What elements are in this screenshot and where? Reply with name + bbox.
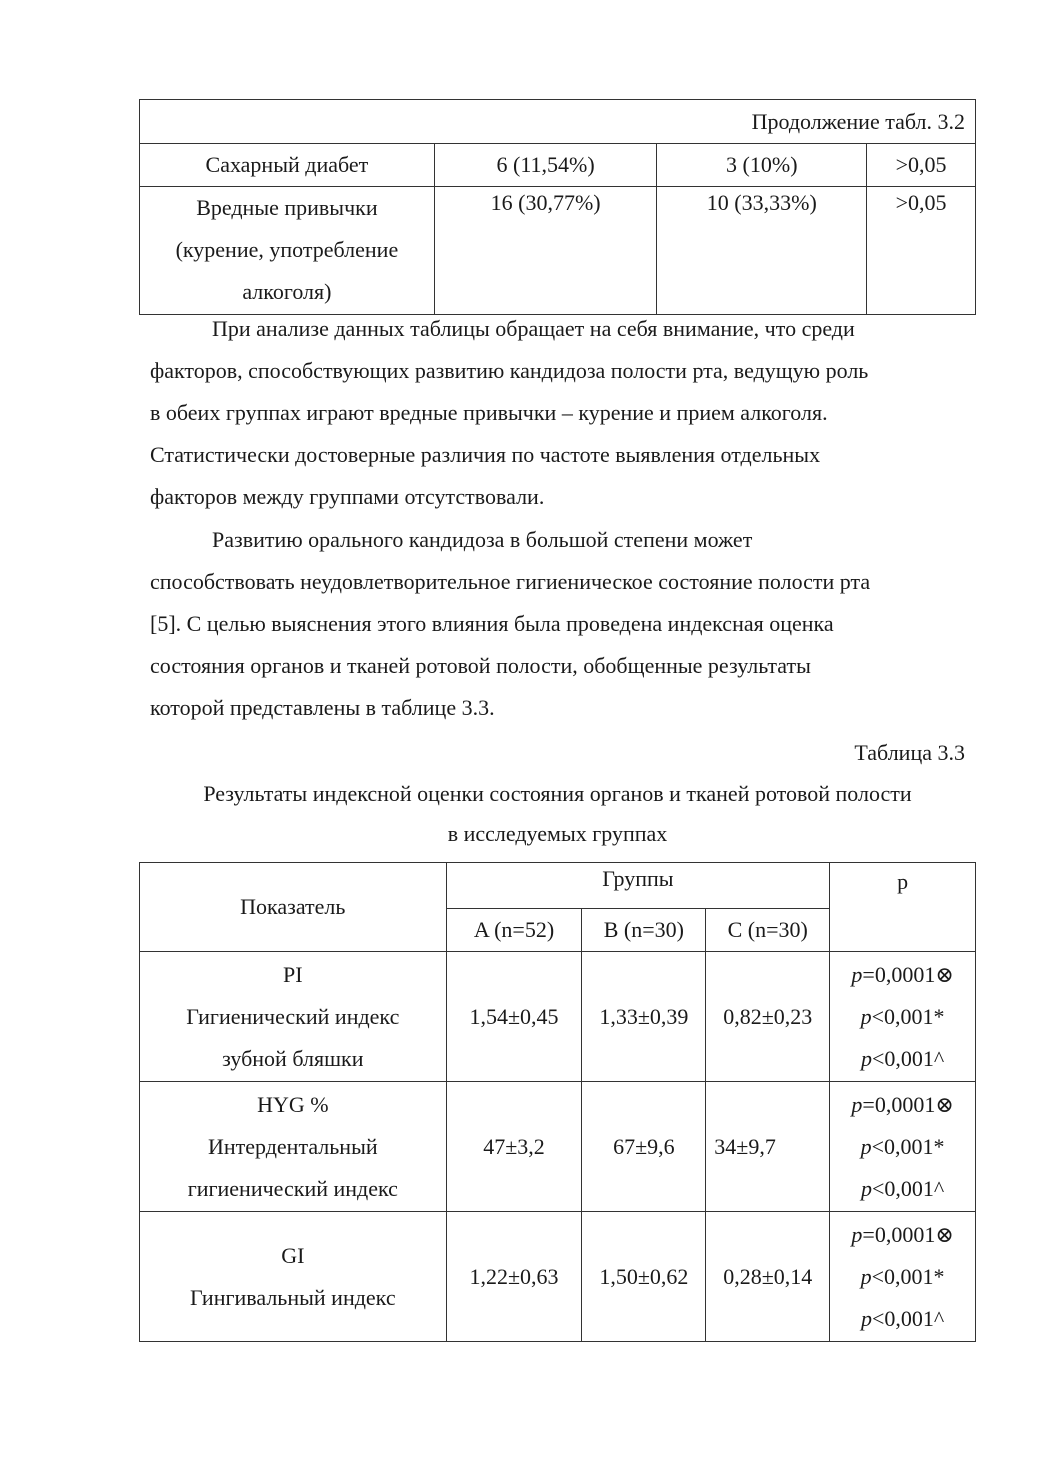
header-indicator: Показатель [140, 863, 447, 952]
cell-value: 0,82±0,23 [706, 952, 830, 1082]
p-value-line: p<0,001^ [860, 1305, 945, 1331]
row-label-line: Вредные привычки [196, 195, 378, 220]
row-label-line: алкоголя) [242, 279, 332, 304]
table-number-label: Таблица 3.3 [854, 740, 965, 765]
p-value-line: p<0,001^ [860, 1175, 945, 1201]
p-value-line: p=0,0001⊗ [851, 1221, 954, 1247]
row-label-line: (курение, употребление [175, 237, 399, 262]
cell-p-values [830, 1212, 976, 1342]
text-line: Развитию орального кандидоза в большой степени может [212, 527, 753, 552]
paragraph-1 [150, 308, 970, 518]
text-line: факторов, способствующих развитию кандидоза полости рта, ведущую роль [150, 358, 869, 383]
cell-value: 1,50±0,62 [582, 1212, 706, 1342]
row-label [140, 1212, 447, 1342]
cell-value: 1,22±0,63 [446, 1212, 582, 1342]
row-label-line: зубной бляшки [222, 1045, 364, 1071]
header-group-c: C (n=30) [706, 909, 830, 952]
cell-value: 34±9,7 [706, 1082, 830, 1212]
row-label-line: PI [283, 961, 303, 987]
text-line: которой представлены в таблице 3.3. [150, 695, 495, 720]
cell-value: 67±9,6 [582, 1082, 706, 1212]
table-continuation-label: Продолжение табл. 3.2 [140, 100, 976, 144]
paragraph-2 [150, 519, 970, 729]
text-line: состояния органов и тканей ротовой полости, обобщенные результаты [150, 653, 811, 678]
row-label-line: Интердентальный [207, 1133, 378, 1159]
p-value-line: p<0,001* [860, 1003, 945, 1029]
header-group-a: A (n=52) [446, 909, 582, 952]
text-line: в обеих группах играют вредные привычки – курение и прием алкоголя. [150, 400, 828, 425]
row-label-line: HYG % [257, 1091, 329, 1117]
cell-value: 1,33±0,39 [582, 952, 706, 1082]
row-label-line: гигиенический индекс [187, 1175, 398, 1201]
cell-value: 10 (33,33%) [657, 187, 867, 315]
text-line: Статистически достоверные различия по частоте выявления отдельных [150, 442, 821, 467]
text-line: При анализе данных таблицы обращает на себя внимание, что среди [212, 316, 855, 341]
header-p: р [830, 863, 976, 952]
caption-line: в исследуемых группах [447, 821, 668, 846]
text-line: [5]. С целью выяснения этого влияния была проведена индексная оценка [150, 611, 834, 636]
table-caption [139, 774, 976, 854]
cell-value: 16 (30,77%) [434, 187, 657, 315]
row-label [140, 1082, 447, 1212]
cell-p-values [830, 952, 976, 1082]
table-row [140, 144, 976, 187]
table-3-3 [139, 862, 976, 1342]
p-value-line: p<0,001* [860, 1133, 945, 1159]
table-row [140, 1212, 976, 1342]
text-line: факторов между группами отсутствовали. [150, 484, 545, 509]
header-groups: Группы [446, 863, 830, 909]
row-label [140, 187, 435, 315]
table-row [140, 952, 976, 1082]
row-label-line: Гигиенический индекс [186, 1003, 400, 1029]
p-value-line: p<0,001* [860, 1263, 945, 1289]
cell-value: 47±3,2 [446, 1082, 582, 1212]
caption-line: Результаты индексной оценки состояния органов и тканей ротовой полости [203, 781, 912, 806]
table-row [140, 1082, 976, 1212]
table-header-row [140, 863, 976, 909]
row-label-line: GI [281, 1242, 305, 1268]
table-3-2-continuation [139, 99, 976, 315]
cell-p-value: >0,05 [867, 187, 976, 315]
header-group-b: B (n=30) [582, 909, 706, 952]
row-label [140, 952, 447, 1082]
row-label-line: Гингивальный индекс [190, 1284, 396, 1310]
row-label: Сахарный диабет [140, 144, 435, 187]
cell-p-value: >0,05 [867, 144, 976, 187]
cell-value: 6 (11,54%) [434, 144, 657, 187]
cell-p-values [830, 1082, 976, 1212]
text-line: способствовать неудовлетворительное гигиеническое состояние полости рта [150, 569, 871, 594]
p-value-line: p<0,001^ [860, 1045, 945, 1071]
p-value-line: p=0,0001⊗ [851, 1091, 954, 1117]
cell-value: 3 (10%) [657, 144, 867, 187]
table-row [140, 187, 976, 315]
p-value-line: p=0,0001⊗ [851, 961, 954, 987]
cell-value: 1,54±0,45 [446, 952, 582, 1082]
cell-value: 0,28±0,14 [706, 1212, 830, 1342]
